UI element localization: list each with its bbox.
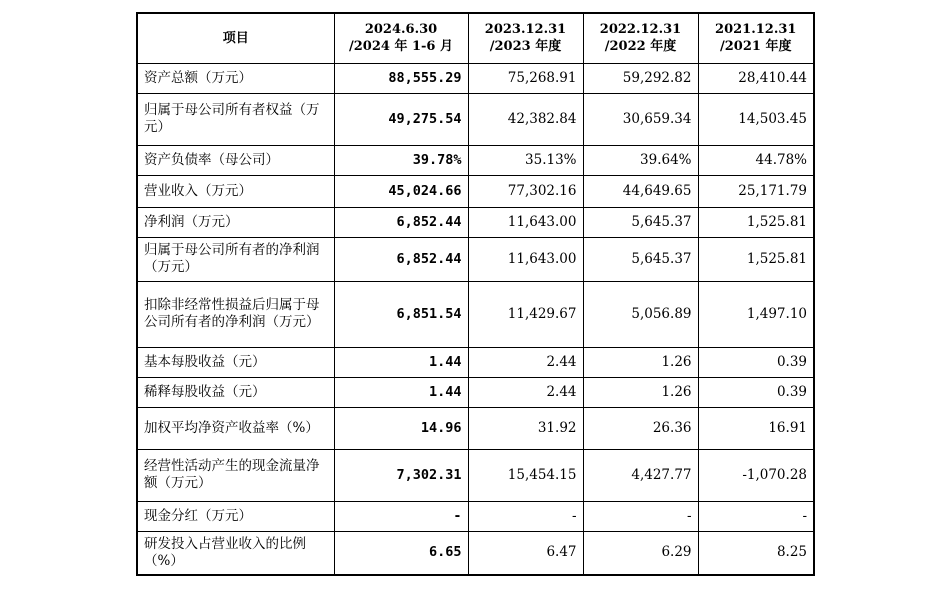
header-item: 项目 xyxy=(137,13,334,63)
cell-2023: 77,302.16 xyxy=(468,175,583,207)
row-label: 归属于母公司所有者权益（万元） xyxy=(137,93,334,145)
cell-2024h1: 6,852.44 xyxy=(334,207,468,237)
cell-2023: 75,268.91 xyxy=(468,63,583,93)
table-row xyxy=(137,281,814,347)
cell-2023: 2.44 xyxy=(468,377,583,407)
row-label: 归属于母公司所有者的净利润（万元） xyxy=(137,237,334,281)
cell-2021: 16.91 xyxy=(698,407,814,449)
cell-2021: 44.78% xyxy=(698,145,814,175)
row-label: 净利润（万元） xyxy=(137,207,334,237)
cell-2023: - xyxy=(468,501,583,531)
cell-2024h1: 14.96 xyxy=(334,407,468,449)
cell-2022: 44,649.65 xyxy=(583,175,698,207)
cell-2023: 11,643.00 xyxy=(468,237,583,281)
cell-2024h1: 6.65 xyxy=(334,531,468,575)
cell-2021: 1,525.81 xyxy=(698,237,814,281)
cell-2024h1: 88,555.29 xyxy=(334,63,468,93)
cell-2022: 30,659.34 xyxy=(583,93,698,145)
cell-2023: 31.92 xyxy=(468,407,583,449)
cell-2021: 0.39 xyxy=(698,377,814,407)
table-row xyxy=(137,93,814,145)
row-label: 加权平均净资产收益率（%） xyxy=(137,407,334,449)
table-row xyxy=(137,175,814,207)
cell-2021: 8.25 xyxy=(698,531,814,575)
cell-2023: 2.44 xyxy=(468,347,583,377)
cell-2021: 1,525.81 xyxy=(698,207,814,237)
row-label: 营业收入（万元） xyxy=(137,175,334,207)
cell-2022: 4,427.77 xyxy=(583,449,698,501)
cell-2021: 0.39 xyxy=(698,347,814,377)
cell-2022: 5,645.37 xyxy=(583,237,698,281)
cell-2021: 25,171.79 xyxy=(698,175,814,207)
cell-2022: 39.64% xyxy=(583,145,698,175)
cell-2024h1: 7,302.31 xyxy=(334,449,468,501)
table-row xyxy=(137,377,814,407)
cell-2021: -1,070.28 xyxy=(698,449,814,501)
cell-2022: - xyxy=(583,501,698,531)
row-label: 稀释每股收益（元） xyxy=(137,377,334,407)
row-label: 现金分红（万元） xyxy=(137,501,334,531)
table-row xyxy=(137,237,814,281)
cell-2022: 5,645.37 xyxy=(583,207,698,237)
cell-2023: 42,382.84 xyxy=(468,93,583,145)
cell-2024h1: 1.44 xyxy=(334,377,468,407)
cell-2023: 11,429.67 xyxy=(468,281,583,347)
cell-2021: 14,503.45 xyxy=(698,93,814,145)
cell-2024h1: 49,275.54 xyxy=(334,93,468,145)
cell-2024h1: - xyxy=(334,501,468,531)
cell-2023: 6.47 xyxy=(468,531,583,575)
table-row xyxy=(137,207,814,237)
cell-2024h1: 6,851.54 xyxy=(334,281,468,347)
cell-2022: 59,292.82 xyxy=(583,63,698,93)
cell-2021: 1,497.10 xyxy=(698,281,814,347)
cell-2023: 11,643.00 xyxy=(468,207,583,237)
cell-2024h1: 1.44 xyxy=(334,347,468,377)
cell-2024h1: 6,852.44 xyxy=(334,237,468,281)
row-label: 研发投入占营业收入的比例（%） xyxy=(137,531,334,575)
header-2021: 2021.12.31 /2021 年度 xyxy=(698,13,814,63)
header-2023: 2023.12.31 /2023 年度 xyxy=(468,13,583,63)
table-row xyxy=(137,449,814,501)
cell-2024h1: 45,024.66 xyxy=(334,175,468,207)
table-row xyxy=(137,145,814,175)
header-row xyxy=(137,13,814,63)
cell-2024h1: 39.78% xyxy=(334,145,468,175)
header-2022: 2022.12.31 /2022 年度 xyxy=(583,13,698,63)
cell-2023: 15,454.15 xyxy=(468,449,583,501)
table-row xyxy=(137,501,814,531)
table-row xyxy=(137,407,814,449)
table-row xyxy=(137,63,814,93)
cell-2022: 1.26 xyxy=(583,347,698,377)
cell-2022: 1.26 xyxy=(583,377,698,407)
row-label: 经营性活动产生的现金流量净额（万元） xyxy=(137,449,334,501)
cell-2023: 35.13% xyxy=(468,145,583,175)
row-label: 基本每股收益（元） xyxy=(137,347,334,377)
cell-2021: 28,410.44 xyxy=(698,63,814,93)
cell-2022: 26.36 xyxy=(583,407,698,449)
cell-2021: - xyxy=(698,501,814,531)
cell-2022: 6.29 xyxy=(583,531,698,575)
header-2024h1: 2024.6.30 /2024 年 1-6 月 xyxy=(334,13,468,63)
row-label: 扣除非经常性损益后归属于母公司所有者的净利润（万元） xyxy=(137,281,334,347)
row-label: 资产总额（万元） xyxy=(137,63,334,93)
financial-table xyxy=(136,12,815,576)
cell-2022: 5,056.89 xyxy=(583,281,698,347)
table-row xyxy=(137,347,814,377)
row-label: 资产负债率（母公司） xyxy=(137,145,334,175)
table-row xyxy=(137,531,814,575)
